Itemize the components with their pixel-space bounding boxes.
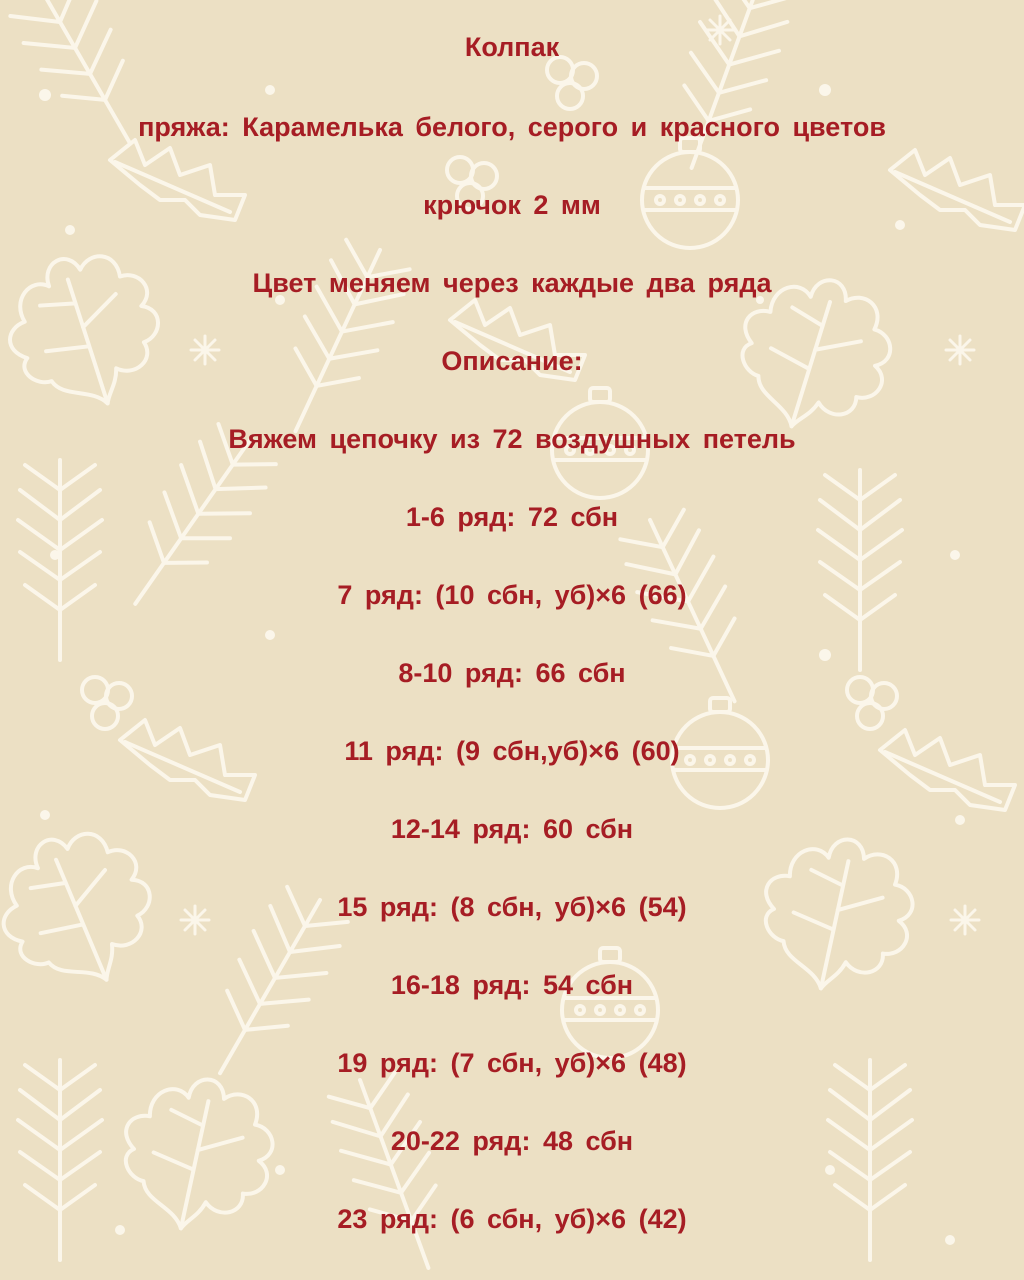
row-line: 7 ряд: (10 сбн, уб)×6 (66)	[337, 580, 687, 610]
title: Колпак	[464, 32, 560, 62]
row-line: 15 ряд: (8 сбн, уб)×6 (54)	[337, 892, 687, 922]
description-heading: Описание:	[441, 346, 583, 376]
row-line: 19 ряд: (7 сбн, уб)×6 (48)	[337, 1048, 687, 1078]
yarn-line: пряжа: Карамелька белого, серого и красного цветов	[138, 112, 886, 142]
chain-line: Вяжем цепочку из 72 воздушных петель	[228, 424, 796, 454]
hook-line: крючок 2 мм	[423, 190, 601, 220]
row-line: 8-10 ряд: 66 сбн	[398, 658, 626, 688]
row-line: 1-6 ряд: 72 сбн	[405, 502, 619, 532]
row-line: 23 ряд: (6 сбн, уб)×6 (42)	[337, 1204, 687, 1234]
row-line: 11 ряд: (9 сбн,уб)×6 (60)	[344, 736, 680, 766]
row-line: 12-14 ряд: 60 сбн	[390, 814, 634, 844]
row-line: 16-18 ряд: 54 сбн	[390, 970, 634, 1000]
row-line: 20-22 ряд: 48 сбн	[390, 1126, 634, 1156]
color-change-line: Цвет меняем через каждые два ряда	[252, 268, 772, 298]
